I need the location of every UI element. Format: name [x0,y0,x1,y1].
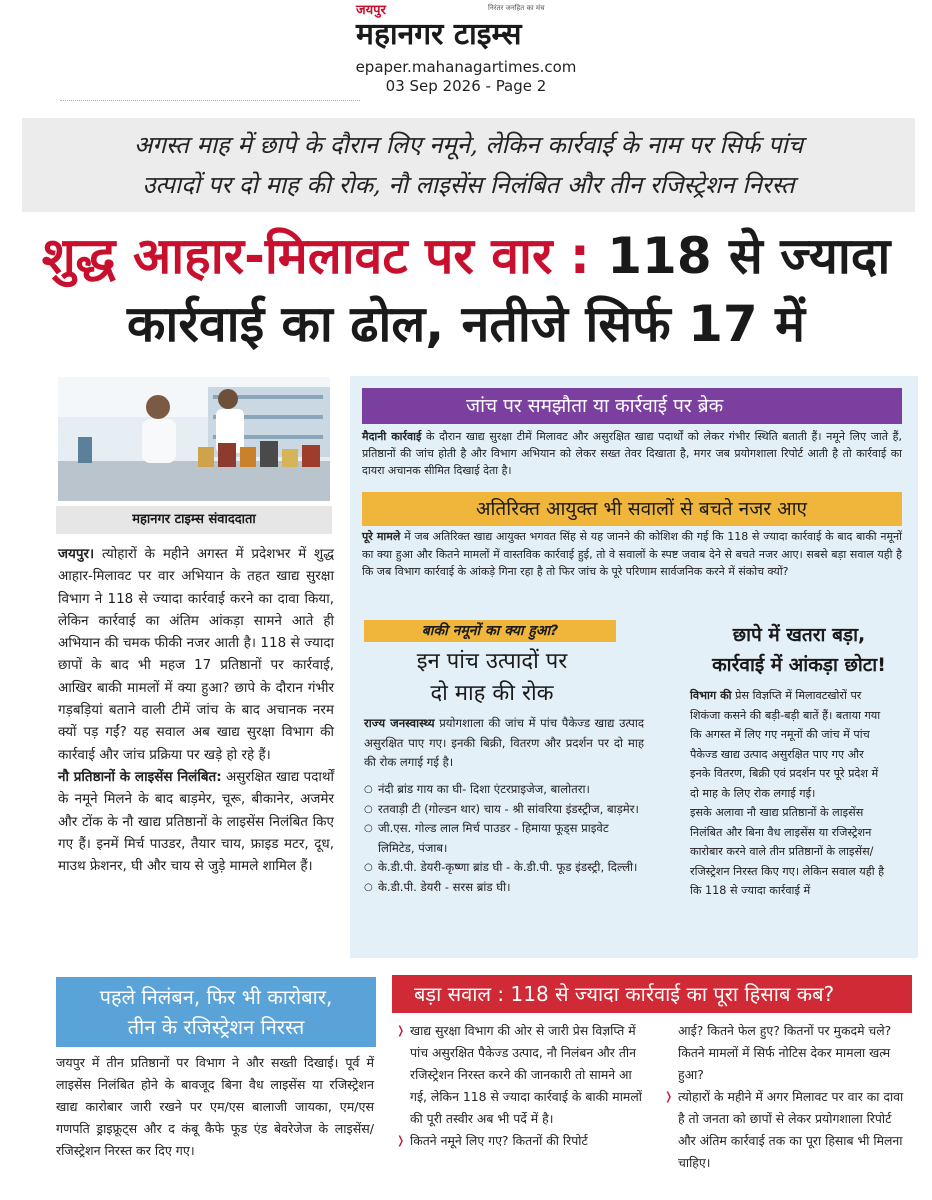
list-item: ○ जी.एस. गोल्ड लाल मिर्च पाउडर - हिमाया फूड्स प्राइवेट लिमिटेड, पंजाब। [364,819,646,858]
products-intro-text: प्रयोगशाला की जांच में पांच पैकेज्ड खाद्य उत्पाद असुरक्षित पाए गए। इनकी बिक्री, वितरण और प्रदर्शन पर दो माह की रोक लगाई गई है। [364,716,644,769]
box-para-1-lead: मैदानी कार्रवाई [362,430,422,443]
newspaper-logo: महानगर टाइम्स [356,17,522,52]
side-para-2: इसके अलावा नौ खाद्य प्रतिष्ठानों के लाइसेंस निलंबित और बिना वैध लाइसेंस या रजिस्ट्रेशन कारोबार करने वाले तीन प्रतिष्ठानों के लाइसेंस/रजिस्ट्रेशन निरस्त किए गए। लेकिन सवाल यही है कि 118 से ज्यादा कार्रवाई में [690,806,885,897]
bottom-left-banner-line-2: तीन के रजिस्ट्रेशन निरस्त [127,1015,305,1039]
list-item: ❭ खाद्य सुरक्षा विभाग की ओर से जारी प्रेस विज्ञप्ति में पांच असुरक्षित पैकेज्ड उत्पाद, नौ निलंबन और तीन रजिस्ट्रेशन निरस्त करने की जानकारी तो सामने आ गई, लेकिन 118 से ज्यादा कार्रवाई के बाकी मामलों की पूरी तस्वीर अब भी पर्दे में है। [396,1020,646,1130]
masthead-city: जयपुर [356,3,386,18]
left-column-article [58,543,334,877]
list-item: ❭ त्योहारों के महीने में अगर मिलावट पर वार का दावा है तो जनता को छापों से लेकर प्रयोगशाला रिपोर्ट और अंतिम कार्रवाई तक का पूरा हिसाब भी मिलना चाहिए। [664,1086,904,1174]
side-heading [680,620,918,680]
kicker-box [22,118,915,212]
headline-red-part: शुद्ध आहार-मिलावट पर वार : [41,227,590,285]
subhead-tag: बाकी नमूनों का क्या हुआ? [364,620,616,642]
products-intro-lead: राज्य जनस्वास्थ्य [364,716,435,730]
box-para-2 [362,528,902,581]
headline-black-part: 118 से ज्यादा [607,227,891,285]
products-heading [362,646,622,710]
list-item-continued: आई? कितने फेल हुए? कितनों पर मुकदमे चले? कितने मामलों में सिर्फ नोटिस देकर मामला खत्म हुआ? [678,1023,892,1082]
side-text [690,686,886,901]
date-page: 03 Sep 2026 - Page 2 [385,77,547,95]
side-para-1-lead: विभाग की [690,689,732,702]
bottom-left-banner [56,977,376,1047]
box-para-1 [362,428,902,479]
purple-heading: जांच पर समझौता या कार्रवाई पर ब्रेक [362,388,902,424]
products-heading-line-1: इन पांच उत्पादों पर [416,649,568,674]
kicker-line-1: अगस्त माह में छापे के दौरान लिए नमूने, लेकिन कार्रवाई के नाम पर सिर्फ पांच [134,131,803,159]
big-question-banner: बड़ा सवाल : 118 से ज्यादा कार्रवाई का पूरा हिसाब कब? [392,975,912,1013]
side-heading-line-2: कार्रवाई में आंकड़ा छोटा! [712,654,886,676]
box-para-2-lead: पूरे मामले [362,530,401,543]
photo-caption: महानगर टाइम्स संवाददाता [56,506,332,534]
left-para-1-text: त्योहारों के महीने अगस्त में प्रदेशभर में शुद्ध आहार-मिलावट पर वार अभियान के तहत खाद्य सुरक्षा विभाग ने 118 से ज्यादा कार्रवाई करने का दावा किया, लेकिन कार्रवाई का अंतिम आंकड़ा सामने आते ही अभियान की चमक फीकी नजर आती है। 118 से ज्यादा छापों के बाद भी महज 17 प्रतिष्ठानों पर कार्रवाई, आखिर बाकी मामलों में क्या हुआ? छापे के दौरान गंभीर गड़बड़ियां बताने वाली टीमें जांच के बाद अचानक नरम क्यों पड़ गईं? यह सवाल अब खाद्य सुरक्षा विभाग की कार्रवाई और जांच प्रक्रिया पर खड़े हो रहे हैं। [58,546,335,763]
masthead [0,0,932,110]
headline-line-2: कार्रवाई का ढोल, नतीजे सिर्फ 17 में [127,295,805,353]
side-para-1-text: प्रेस विज्ञप्ति में मिलावटखोरों पर शिकंजा कसने की बड़ी-बड़ी बातें हैं। बताया गया कि अगस्त में लिए गए नमूनों की जांच में पांच पैकेज्ड खाद्य उत्पाद असुरक्षित पाए गए और इनके वितरण, बिक्री एवं प्रदर्शन पर पूरे प्रदेश में दो माह के लिए रोक लगाई गई। [690,689,881,800]
list-item: ○ के.डी.पी. डेयरी - सरस ब्रांड घी। [364,878,646,898]
epaper-url[interactable]: epaper.mahanagartimes.com [355,58,577,76]
products-intro [364,714,644,773]
lab-photo-illustration [58,377,330,501]
box-para-2-text: में जब अतिरिक्त खाद्य आयुक्त भगवत सिंह से यह जानने की कोशिश की गई कि 118 से ज्यादा कार्रवाई के बाद बाकी नमूनों का क्या हुआ और कितने मामलों में वास्तविक कार्रवाई हुई, तो वे सवालों के स्पष्ट जवाब देने से बचते नजर आए। सबसे बड़ा सवाल यही है कि जब विभाग कार्रवाई के आंकड़े गिना रहा है तो फिर जांच के पूरे परिणाम सार्वजनिक करने में संकोच क्यों? [362,530,902,578]
questions-col-1 [396,1020,646,1152]
gold-heading: अतिरिक्त आयुक्त भी सवालों से बचते नजर आए [362,492,902,526]
lab-photo [58,377,330,501]
masthead-tagline: निरंतर जनहित का मंच [488,4,545,12]
list-item: ❭ कितने नमूने लिए गए? कितनों की रिपोर्ट [396,1130,646,1152]
left-sub-lead: नौ प्रतिष्ठानों के लाइसेंस निलंबित: [58,768,222,785]
side-para-1 [690,686,886,803]
left-para-1 [58,543,334,766]
list-item: ○ के.डी.पी. डेयरी-कृष्णा ब्रांड घी - के.डी.पी. फूड इंडस्ट्री, दिल्ली। [364,858,646,878]
banned-products-list [364,780,646,897]
left-para-2-text: असुरक्षित खाद्य पदार्थों के नमूने मिलने के बाद बाड़मेर, चूरू, बीकानेर, अजमेर और टोंक के नौ खाद्य प्रतिष्ठानों के लाइसेंस निलंबित किए गए हैं। इनमें मिर्च पाउडर, तैयार चाय, फ्राइड मटर, दूध, माउथ फ्रेशनर, घी और चाय से जुड़े मामले शामिल हैं। [58,768,334,875]
products-heading-line-2: दो माह की रोक [430,681,554,706]
side-heading-line-1: छापे में खतरा बड़ा, [732,624,866,646]
bottom-left-para: जयपुर में तीन प्रतिष्ठानों पर विभाग ने और सख्ती दिखाई। पूर्व में लाइसेंस निलंबित होने के बावजूद बिना वैध लाइसेंस या रजिस्ट्रेशन खाद्य कारोबार जारी रखने पर एम/एस बालाजी जायका, एम/एस गणपति ड्राइफ्रूट्स और द कंबू कैफे फूड एंड बेवरेजेज के लाइसेंस/रजिस्ट्रेशन निरस्त कर दिए गए। [56,1055,374,1158]
questions-col-2 [664,1020,904,1174]
divider [60,100,360,102]
left-para-2 [58,766,334,877]
list-item: ○ रतवाड़ी टी (गोल्डन थार) चाय - श्री सांवरिया इंडस्ट्रीज, बाड़मेर। [364,800,646,820]
headline-line-1 [0,222,932,290]
main-headline [0,222,932,358]
list-item: ○ नंदी ब्रांड गाय का घी- दिशा एंटरप्राइजेज, बालोतरा। [364,780,646,800]
box-para-1-text: के दौरान खाद्य सुरक्षा टीमें मिलावट और असुरक्षित खाद्य पदार्थों को लेकर गंभीर स्थिति बताती हैं। नमूने लिए जाते हैं, प्रतिष्ठानों की जांच होती है और विभाग अभियान को लेकर सख्त तेवर दिखाता है, मगर जब प्रयोगशाला रिपोर्ट आती है तो कार्रवाई का दायरा अचानक सीमित दिखाई देता है। [362,430,902,477]
kicker-line-2: उत्पादों पर दो माह की रोक, नौ लाइसेंस निलंबित और तीन रजिस्ट्रेशन निरस्त [142,171,795,199]
bottom-left-banner-line-1: पहले निलंबन, फिर भी कारोबार, [99,985,333,1009]
dateline: जयपुर। [58,546,95,562]
